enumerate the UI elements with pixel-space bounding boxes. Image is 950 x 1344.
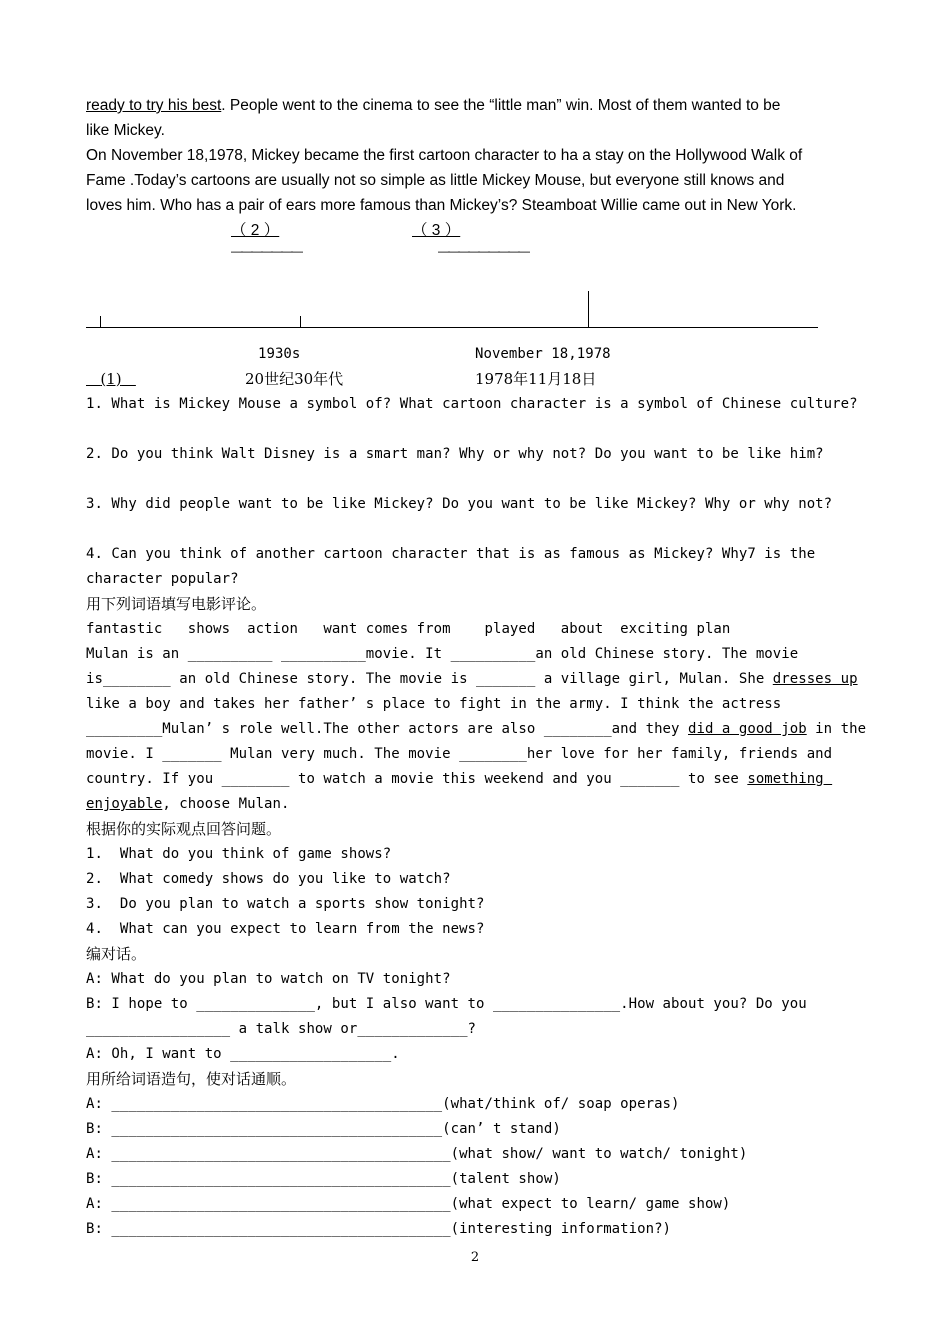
timeline-tick-2 <box>300 316 301 328</box>
question-1: 1. What is Mickey Mouse a symbol of? What cartoon character is a symbol of Chinese culture? <box>86 396 858 412</box>
timeline-tick-1 <box>100 316 101 328</box>
timeline-date-3-en: November 18,1978 <box>475 346 611 362</box>
review-line-5: movie. I _______ Mulan very much. The movie ________her love for her family, friends and <box>86 746 833 762</box>
review-line-4: _________Mulan’ s role well.The other actors are also ________and they did a good job in the <box>86 721 867 737</box>
timeline-blank-2-line[interactable]: ——————— <box>231 244 301 258</box>
sentence-2: B: _______________________________________(can’ t stand) <box>86 1121 561 1137</box>
timeline-date-2-en: 1930s <box>258 346 301 362</box>
question-4-line-1: 4. Can you think of another cartoon character that is as famous as Mickey? Why7 is the <box>86 546 816 562</box>
timeline-date-3-zh: 1978年11月18日 <box>475 370 597 388</box>
question-2: 2. Do you think Walt Disney is a smart man? Why or why not? Do you want to be like him? <box>86 446 824 462</box>
review-line-3: like a boy and takes her father’ s place to fight in the army. I think the actress <box>86 696 782 712</box>
passage-line-3: On November 18,1978, Mickey became the first cartoon character to ha a stay on the Hollywood Walk of <box>86 147 803 164</box>
passage-line-1: ready to try his best. People went to the cinema to see the “little man” win. Most of them wanted to be <box>86 97 781 114</box>
opinion-question-4: 4. What can you expect to learn from the news? <box>86 921 485 937</box>
review-line-1: Mulan is an __________ __________movie. It __________an old Chinese story. The movie <box>86 646 799 662</box>
page-number: 2 <box>470 1250 480 1265</box>
sentence-3: A: ________________________________________(what show/ want to watch/ tonight) <box>86 1146 748 1162</box>
review-line-7: enjoyable, choose Mulan. <box>86 796 290 812</box>
timeline-blank-3-label: （ 3 ） <box>412 222 461 239</box>
sentence-6: B: ________________________________________(interesting information?) <box>86 1221 672 1237</box>
question-3: 3. Why did people want to be like Mickey? Do you want to be like Mickey? Why or why not? <box>86 496 833 512</box>
passage-line-4: Fame .Today’s cartoons are usually not so simple as little Mickey Mouse, but everyone still knows and <box>86 172 785 189</box>
timeline-blank-1-label[interactable]: (1) <box>100 370 122 388</box>
review-line-6: country. If you ________ to watch a movie this weekend and you _______ to see something <box>86 771 833 787</box>
timeline-tick-3 <box>588 291 589 328</box>
timeline-axis <box>86 327 818 328</box>
word-bank: fantastic shows action want comes from played about exciting plan <box>86 621 731 637</box>
opinion-question-2: 2. What comedy shows do you like to watch? <box>86 871 451 887</box>
timeline-blank-2-label: （ 2 ） <box>231 222 280 239</box>
timeline-date-2-zh: 20世纪30年代 <box>245 370 344 388</box>
review-line-2: is________ an old Chinese story. The movie is _______ a village girl, Mulan. She dresses up <box>86 671 858 687</box>
timeline-blank-3-line[interactable]: ————————— <box>438 244 528 258</box>
dialogue-line-b2: _________________ a talk show or_____________? <box>86 1021 477 1037</box>
opinion-heading: 根据你的实际观点回答问题。 <box>86 820 282 838</box>
opinion-question-3: 3. Do you plan to watch a sports show tonight? <box>86 896 485 912</box>
sentence-1: A: _______________________________________(what/think of/ soap operas) <box>86 1096 680 1112</box>
sentence-5: A: ________________________________________(what expect to learn/ game show) <box>86 1196 731 1212</box>
dialogue-line-a2: A: Oh, I want to ___________________. <box>86 1046 400 1062</box>
underlined-phrase: ready to try his best <box>86 97 222 114</box>
opinion-question-1: 1. What do you think of game shows? <box>86 846 392 862</box>
sentence-4: B: ________________________________________(talent show) <box>86 1171 561 1187</box>
question-4-line-2: character popular? <box>86 571 239 587</box>
dialogue-line-b1: B: I hope to ______________, but I also want to _______________.How about you? Do you <box>86 996 807 1012</box>
dialogue-heading: 编对话。 <box>86 945 147 963</box>
passage-line-2: like Mickey. <box>86 122 165 139</box>
sentences-heading: 用所给词语造句，使对话通顺。 <box>86 1070 297 1088</box>
dialogue-line-a1: A: What do you plan to watch on TV tonight? <box>86 971 451 987</box>
passage-line-5: loves him. Who has a pair of ears more famous than Mickey’s? Steamboat Willie came out in New York. <box>86 197 797 214</box>
review-heading: 用下列词语填写电影评论。 <box>86 595 267 613</box>
